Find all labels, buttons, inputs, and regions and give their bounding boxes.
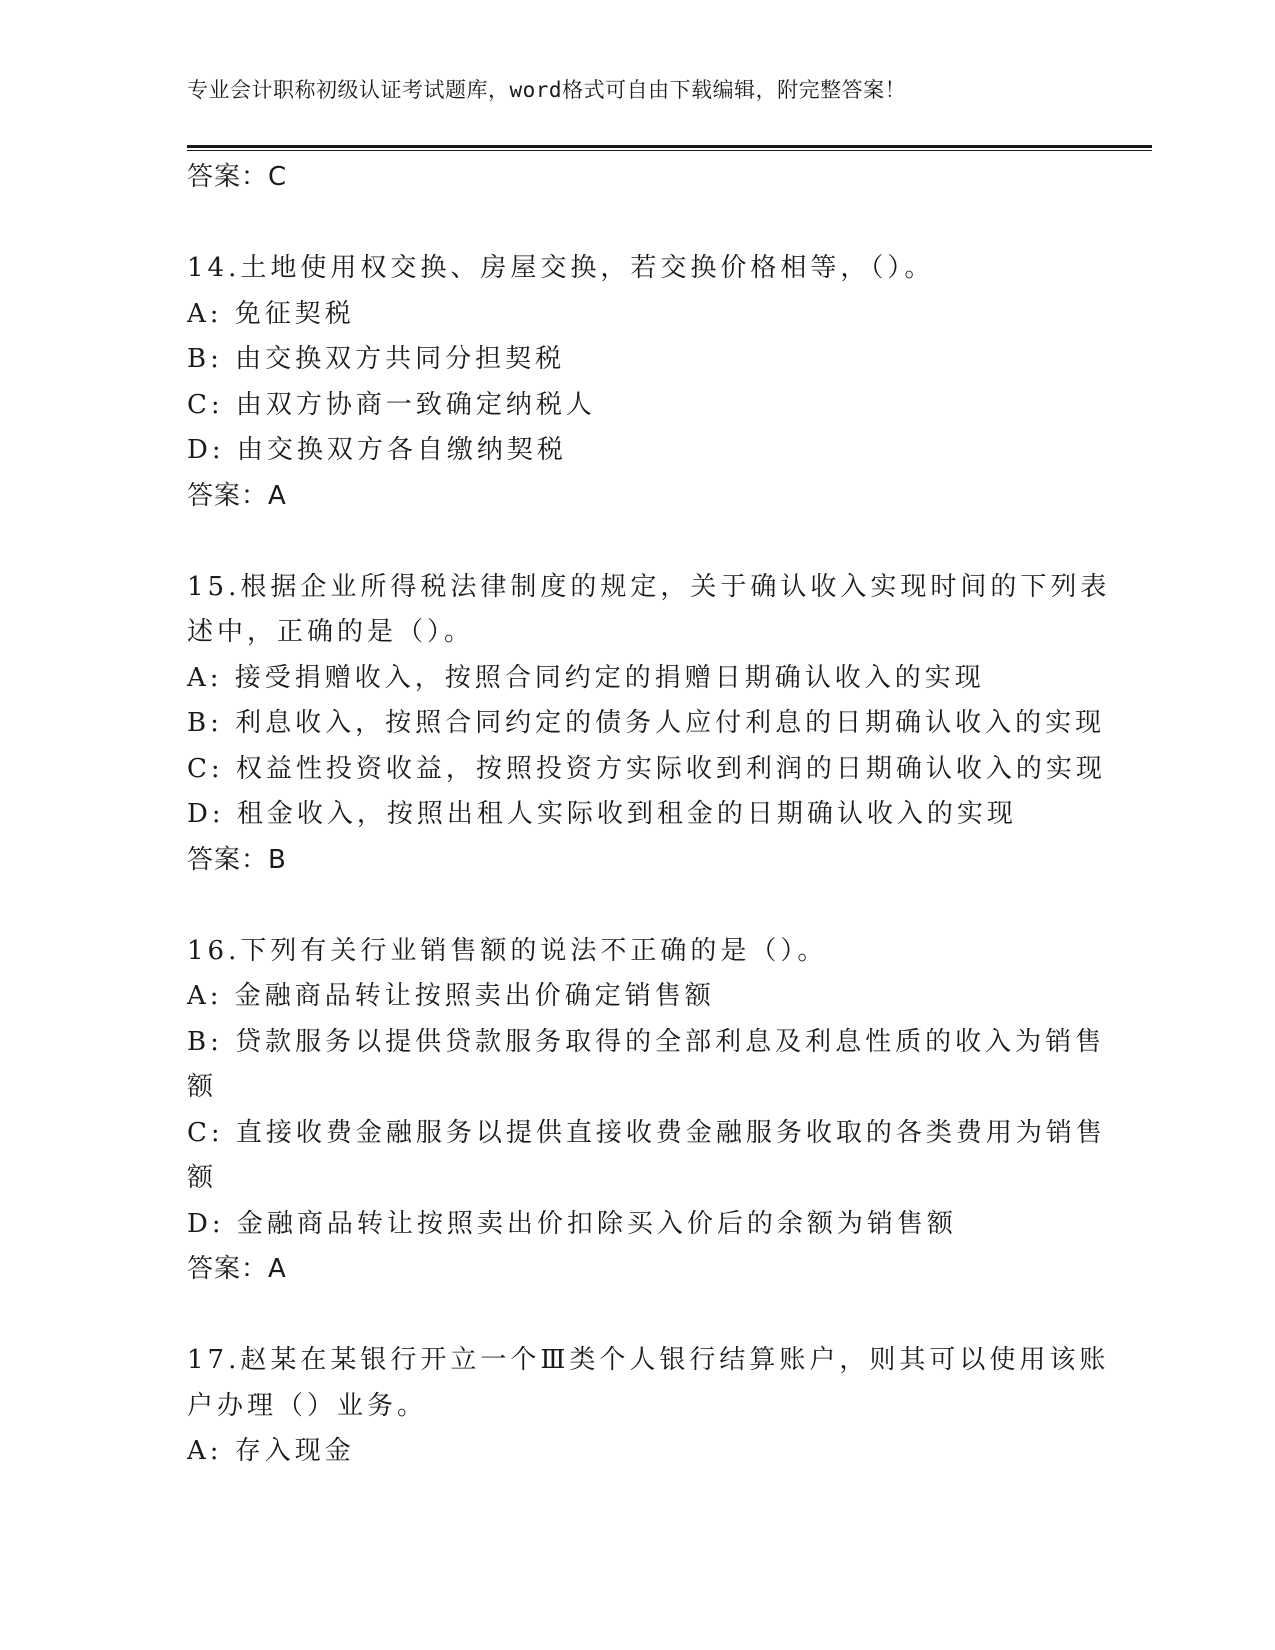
answer: 答案：B <box>187 844 287 875</box>
question-15 <box>187 565 1111 884</box>
option-b: B: 利息收入，按照合同约定的债务人应付利息的日期确认收入的实现 <box>187 708 1106 738</box>
option-c: C: 权益性投资收益，按照投资方实际收到利润的日期确认收入的实现 <box>187 753 1106 784</box>
option-a: A: 免征契税 <box>187 298 355 329</box>
option-c: C: 直接收费金融服务以提供直接收费金融服务收取的各类费用为销售 <box>187 1117 1106 1148</box>
question-stem: 16.下列有关行业销售额的说法不正确的是（）。 <box>187 935 828 966</box>
question-17 <box>187 1338 1110 1475</box>
question-stem: 15.根据企业所得税法律制度的规定，关于确认收入实现时间的下列表 <box>187 571 1111 602</box>
question-16 <box>187 929 1106 1293</box>
option-d: D: 金融商品转让按照卖出价扣除买入价后的余额为销售额 <box>187 1208 957 1239</box>
question-14 <box>187 246 1087 519</box>
answer: 答案：A <box>187 1254 287 1284</box>
question-stem-continued: 户办理（）业务。 <box>187 1390 428 1421</box>
option-c: C: 由双方协商一致确定纳税人 <box>187 389 596 420</box>
answer: 答案：A <box>187 480 287 511</box>
spacer <box>187 1293 1087 1339</box>
option-a: A: 接受捐赠收入，按照合同约定的捐赠日期确认收入的实现 <box>187 662 985 693</box>
spacer <box>187 201 1087 247</box>
option-d: D: 由交换双方各自缴纳契税 <box>187 435 567 465</box>
question-stem-continued: 述中，正确的是（）。 <box>187 617 475 647</box>
question-stem: 14.土地使用权交换、房屋交换，若交换价格相等，（）。 <box>187 253 935 283</box>
option-b-continued: 额 <box>187 1072 218 1102</box>
option-d: D: 租金收入，按照出租人实际收到租金的日期确认收入的实现 <box>187 799 1017 829</box>
option-b: B: 贷款服务以提供贷款服务取得的全部利息及利息性质的收入为销售 <box>187 1026 1106 1057</box>
option-c-continued: 额 <box>187 1163 218 1193</box>
page-header: 专业会计职称初级认证考试题库，word格式可自由下载编辑，附完整答案！ <box>187 78 907 102</box>
spacer <box>187 519 1087 565</box>
previous-answer: 答案：C <box>187 162 288 192</box>
spacer <box>187 883 1087 929</box>
question-stem: 17.赵某在某银行开立一个Ⅲ类个人银行结算账户，则其可以使用该账 <box>187 1345 1110 1375</box>
header-divider-thin <box>187 150 1152 151</box>
option-a: A: 金融商品转让按照卖出价确定销售额 <box>187 981 715 1011</box>
option-a: A: 存入现金 <box>187 1436 355 1466</box>
header-divider-thick <box>187 145 1152 148</box>
question-list <box>187 155 1111 1475</box>
option-b: B: 由交换双方共同分担契税 <box>187 344 566 374</box>
